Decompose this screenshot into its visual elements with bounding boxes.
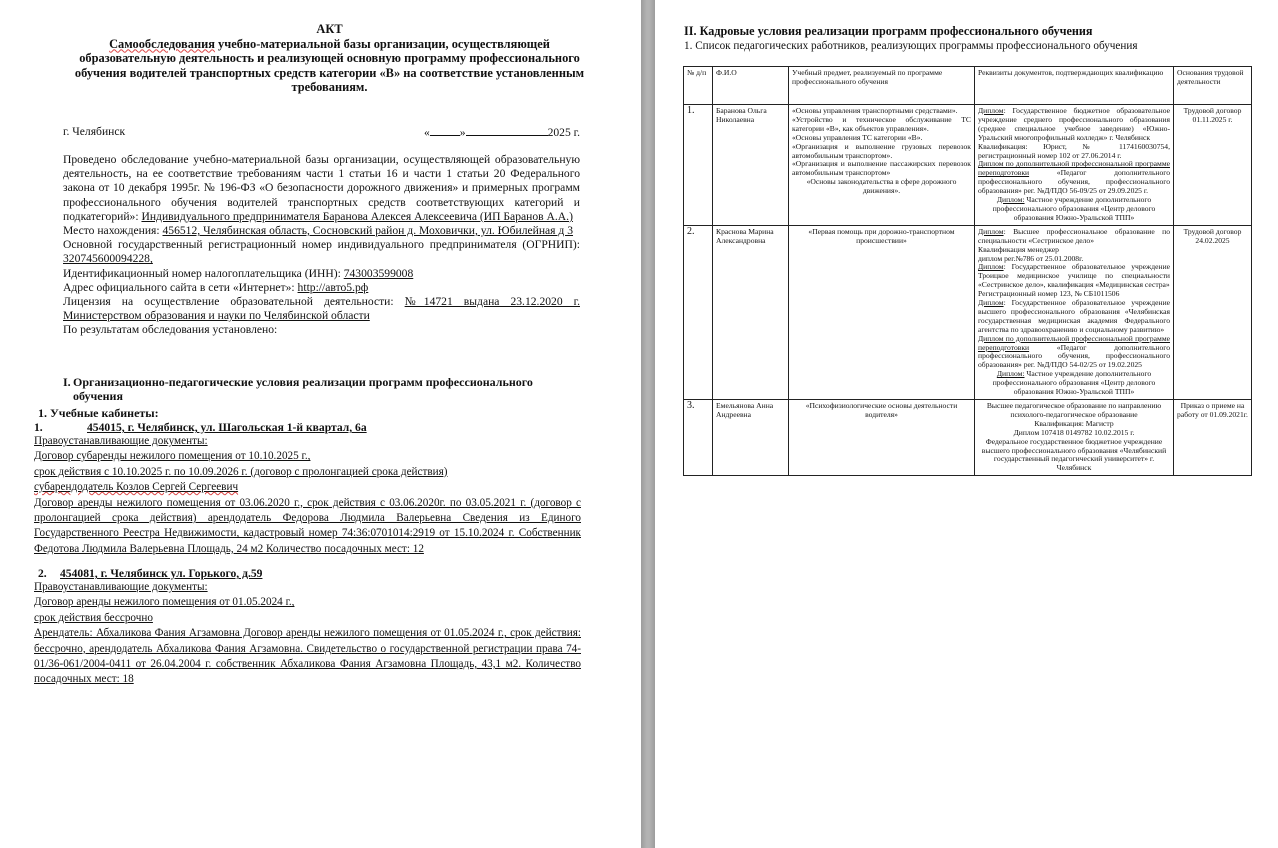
employment-basis: Трудовой договор 01.11.2025 г. (1174, 105, 1252, 226)
document-entry: Квалификация: Магистр (1034, 418, 1114, 428)
document-lead: Диплом по дополнительной профессиональной программе переподготовки (978, 159, 1170, 178)
section-2-title: II. Кадровые условия реализации программ профессионального обучения (684, 24, 1093, 38)
document-entry (978, 228, 1170, 246)
city: г. Челябинск (63, 125, 126, 138)
document-entry (978, 299, 1170, 335)
cabinet-2-address-row (38, 567, 262, 580)
document-text: Регистрационный номер 123, № СБ1011506 (978, 289, 1120, 299)
subjects-cell (789, 400, 975, 476)
document-entry (978, 263, 1170, 290)
day-blank (430, 125, 460, 136)
document-lead: Диплом: (996, 369, 1025, 379)
document-text: Частное учреждение дополнительного профессионального образования «Центр делового образования Южно-Уральской ТПП» (992, 369, 1156, 397)
cabinet-2-documents (34, 580, 581, 688)
subject-item: «Организация и выполнение грузовых перевозок автомобильным транспортом». (792, 141, 971, 160)
employment-basis: Приказ о приеме на работу от 01.09.2021г. (1174, 400, 1252, 476)
section-1-number: I. (63, 375, 71, 389)
staff-table (683, 66, 1252, 476)
document-entry: Высшее педагогическое образование по направлению психолого-педагогическое образование (986, 401, 1162, 419)
table-row (684, 400, 1252, 476)
document-lead: Диплом по дополнительной профессиональной программе переподготовки (978, 333, 1170, 352)
subject-item: «Основы управления ТС категории «В». (792, 132, 923, 142)
document-entry (978, 143, 1170, 161)
document-text: Частное учреждение дополнительного профессионального образования «Центр делового образования Южно-Уральской ТПП» (992, 195, 1156, 222)
doc-line-text: субарендодатель Козлов Сергей Сергеевич (34, 481, 239, 494)
doc-line: Правоустанавливающие документы: (34, 435, 208, 447)
site-link[interactable]: http://авто5.рф (297, 280, 369, 294)
date-year: 2025 г. (547, 126, 580, 139)
document-text: : Высшее профессиональное образование по специальности «Сестринское дело» (978, 226, 1170, 245)
document-text: : Государственное образовательное учреждение высшего профессионального образования «Челябинская государственная медицинская академия Федерального агентства по здравоохранению и социальному развитию» (978, 298, 1170, 334)
document-entry: Федеральное государственное бюджетное учреждение высшего профессионального образования «Челябинский государственный педагогический университет» г. Челябинск (981, 436, 1167, 473)
act-subtitle-first-word: Самообследования (109, 36, 215, 51)
document-entry (978, 107, 1170, 143)
cabinet-number: 2. (38, 567, 47, 580)
document-entry (978, 160, 1170, 196)
cabinet-1-address-row (34, 421, 367, 434)
document-lead: Диплом (978, 298, 1004, 308)
cabinet-number: 1. (34, 421, 43, 434)
section-1-title: Организационно-педагогические условия реализации программ профессионального обучения (73, 375, 533, 404)
cabinet-1-documents (34, 434, 581, 557)
location-value: 456512, Челябинская область, Сосновский район д. Моховички, ул. Юбилейная д 3 (162, 224, 574, 238)
header-name: Ф.И.О (713, 67, 789, 105)
doc-line: Арендатель: Абхаликова Фания Агзамовна Договор аренды нежилого помещения от 01.05.2024 г., срок действия: бессрочно, арендодатель Абхаликова Фания Агзамовна. Свидетельство о государственной регистрации права 74-01/36-061/2004-0411 от 26.04.2004 г. собственник Абхаликова Фания Агзамовна Площадь, 43,1 м2. Количество посадочных мест: 18 (34, 627, 581, 686)
inn-label: Идентификационный номер налогоплательщика (ИНН): (63, 266, 344, 280)
document-page-right (655, 0, 1278, 848)
intro-section (63, 153, 580, 338)
page-separator (641, 0, 655, 848)
subject-item: «Устройство и техническое обслуживание ТС категории «В», как объектов управления». (792, 114, 971, 133)
license-value: №14721 выдана 23.12.2020 г. Министерством образования и науки по Челябинской области (63, 295, 580, 323)
documents-cell (975, 105, 1174, 226)
teacher-name: Емельянова Анна Андреевна (713, 400, 789, 476)
ogrnip-value: 320745600094228, (63, 252, 153, 266)
document-text: «Педагог дополнительного профессионального обучения, профессионального образования» рег. №Д/ПДО 56-09/25 от 29.09.2025 г. (978, 168, 1170, 196)
cabinet-address: 454081, г. Челябинск ул. Горького, д.59 (60, 567, 263, 580)
location-label: Место нахождения: (63, 224, 163, 238)
table-header-row (684, 67, 1252, 105)
doc-line: Договор субаренды нежилого помещения от 10.10.2025 г., (34, 450, 311, 463)
city-date-row (63, 125, 580, 138)
document-entry (978, 370, 1170, 397)
document-text: «Педагог дополнительного профессионального обучения, профессионального образования» рег. №Д/ПДО 54-02/25 от 19.02.2025 (978, 342, 1170, 370)
act-title: АКТ (316, 22, 343, 36)
section-1-heading (63, 375, 583, 403)
act-subtitle: учебно-материальной базы организации, осуществляющей образовательную деятельность и реализующей основную программу профессионального обучения водителей транспортных средств категории «В» на соответствие установленным требованиям. (74, 36, 585, 95)
inn-value: 743003599008 (343, 266, 414, 280)
row-number: 2. (684, 225, 713, 399)
cabinets-heading: 1. Учебные кабинеты: (38, 406, 159, 420)
documents-cell (975, 400, 1174, 476)
document-lead: Диплом (978, 226, 1004, 236)
document-lead: Диплом: (996, 195, 1025, 205)
document-entry: Диплом 107418 0149782 10.02.2015 г. (1013, 427, 1135, 437)
document-text: Квалификация: Юрист, № 1174160030754, регистрационный номер 102 от 27.06.2014 г. (978, 141, 1170, 160)
document-text: : Государственное образовательное учреждение Троицкое медицинское училище по специальности «Сестринское дело», квалификация «Медицинская сестра» (978, 262, 1170, 290)
subject-item: «Первая помощь при дорожно-транспортном происшествии» (808, 226, 955, 245)
teacher-name: Краснова Марина Александровна (713, 225, 789, 399)
header-basis: Основания трудовой деятельности (1174, 67, 1252, 105)
document-lead: Диплом (978, 106, 1004, 115)
section-2-subtitle: 1. Список педагогических работников, реализующих программы профессионального обучения (684, 40, 1138, 52)
license-label: Лицензия на осуществление образовательной деятельности: (63, 295, 405, 309)
doc-line: Договор аренды нежилого помещения от 01.05.2024 г., (34, 596, 295, 609)
documents-cell (975, 225, 1174, 399)
document-entry (978, 335, 1170, 371)
cabinet-address: 454015, г. Челябинск, ул. Шагольская 1-й квартал, 6а (87, 421, 367, 434)
ogrnip-label: Основной государственный регистрационный номер индивидуального предпринимателя (ОГРНИП): (63, 238, 580, 252)
header-subject: Учебный предмет, реализуемый по программе профессионального обучения (789, 67, 975, 105)
doc-line: Договор аренды нежилого помещения от 03.06.2020 г., срок действия с 03.06.2020г. по 03.05.2021 г. (договор с пролонгацией срока действия) арендодатель Федорова Людмила Валерьевна Сведения из Единого Государственного Реестра Недвижимости, кадастровый номер 74:36:0701014:2919 от 15.10.2024 г. Собственник Федотова Людмила Валерьевна Площадь, 24 м2 Количество посадочных мест: 12 (34, 496, 581, 555)
table-row (684, 105, 1252, 226)
row-number: 1. (684, 105, 713, 226)
subject-item: «Психофизиологические основы деятельности водителя» (805, 401, 958, 419)
entrepreneur-name: Индивидуального предпринимателя Баранова Алексея Алексеевича (ИП Баранов А.А.) (141, 209, 573, 223)
doc-line: срок действия с 10.10.2025 г. по 10.09.2026 г. (договор с пролонгацией срока действия) (34, 465, 448, 478)
act-title-block (62, 22, 597, 95)
date-open-quote: « (423, 126, 430, 139)
subject-item: «Организация и выполнение пассажирских перевозок автомобильным транспортом» (792, 159, 971, 178)
intro-text: Проведено обследование учебно-материальной базы организации, осуществляющей образовательную деятельность, на ее соответствие требованиям части 1 статьи 16 и части 1 статьи 20 Федерального закона от 10 декабря 1995г. № 196-ФЗ «О безопасности дорожного движения» и примерных программ профессионального обучения водителей транспортных средств соответствующих категорий и подкатегорий»: (63, 153, 580, 223)
doc-line: Правоустанавливающие документы: (34, 581, 208, 593)
date-close-quote: » (459, 126, 466, 139)
table-row (684, 225, 1252, 399)
subject-item: «Основы законодательства в сфере дорожного движения». (806, 177, 957, 196)
document-entry (978, 196, 1170, 223)
header-num: № д/п (684, 67, 713, 105)
document-lead: Диплом (978, 262, 1004, 272)
month-blank (466, 125, 548, 136)
document-text: : Государственное бюджетное образовательное учреждение среднего профессионального образования (среднее специальное учебное заведение) «Южно-Уральский многопрофильный колледж» г. Челябинск (978, 106, 1170, 142)
subjects-cell (789, 105, 975, 226)
doc-line (34, 480, 581, 495)
subject-item: «Основы управления транспортными средствами». (792, 106, 958, 115)
results-line: По результатам обследования установлено: (63, 323, 278, 337)
doc-line: срок действия бессрочно (34, 611, 153, 624)
subjects-cell (789, 225, 975, 399)
header-documents: Реквизиты документов, подтверждающих квалификацию (975, 67, 1174, 105)
date-field (424, 125, 580, 139)
employment-basis: Трудовой договор 24.02.2025 (1174, 225, 1252, 399)
document-text: диплом рег.№786 от 25.01.2008г. (978, 253, 1084, 263)
site-label: Адрес официального сайта в сети «Интернет»: (63, 280, 298, 294)
row-number: 3. (684, 400, 713, 476)
document-text: Квалификация менеджер (978, 244, 1059, 254)
teacher-name: Баранова Ольга Николаевна (713, 105, 789, 226)
